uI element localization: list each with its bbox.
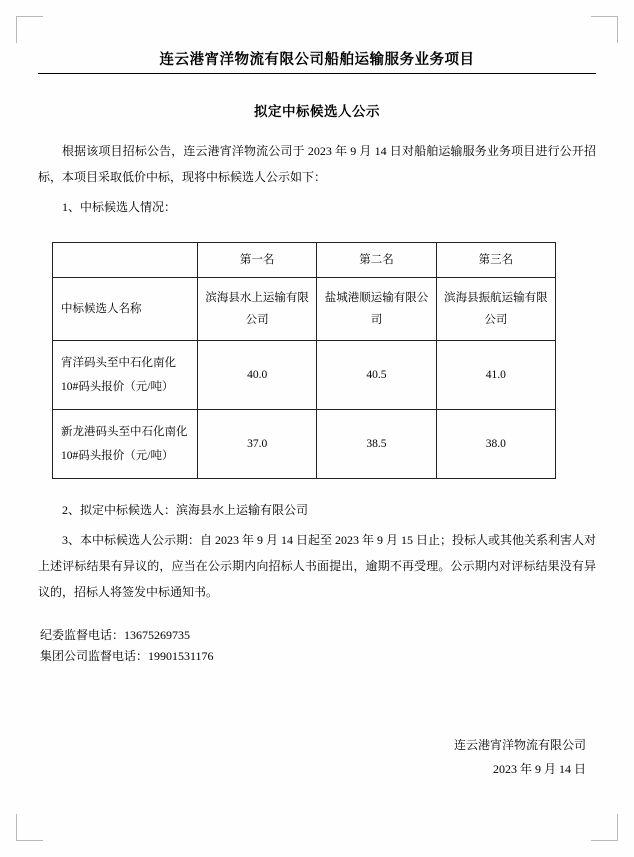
cell-candidate-name-rank3: 滨海县振航运输有限公司 <box>436 278 555 341</box>
list-item-selected-candidate: 2、拟定中标候选人：滨海县水上运输有限公司 <box>62 503 309 517</box>
document-subtitle: 拟定中标候选人公示 <box>254 104 380 119</box>
row-label-route2-price: 新龙港码头至中石化南化 10#码头报价（元/吨） <box>53 410 198 479</box>
crop-mark-top-left <box>16 16 43 43</box>
candidates-table <box>52 242 556 479</box>
crop-mark-bottom-right <box>591 814 618 841</box>
cell-candidate-name-rank2: 盐城港顺运输有限公司 <box>317 278 436 341</box>
row-label-route1-price: 宵洋码头至中石化南化 10#码头报价（元/吨） <box>53 341 198 410</box>
crop-mark-bottom-left <box>16 814 43 841</box>
cell-route1-price-rank2: 40.5 <box>317 341 436 410</box>
table-header-cell-rank3: 第三名 <box>436 243 555 278</box>
signature-date: 2023 年 9 月 14 日 <box>492 762 586 776</box>
cell-candidate-name-rank1: 滨海县水上运输有限公司 <box>198 278 317 341</box>
table-header-cell-rank1: 第一名 <box>198 243 317 278</box>
signer-name: 连云港宵洋物流有限公司 <box>453 738 586 752</box>
cell-route2-price-rank2: 38.5 <box>317 410 436 479</box>
notes-section <box>38 497 596 605</box>
paragraph-intro: 根据该项目招标公告，连云港宵洋物流公司于 2023 年 9 月 14 日对船舶运输服务业务项目进行公开招标，本项目采取低价中标，现将中标候选人公示如下： <box>38 144 596 184</box>
table-row <box>53 278 556 341</box>
contact-group-phone: 集团公司监督电话：19901531176 <box>40 649 214 663</box>
table-row <box>53 341 556 410</box>
cell-route1-price-rank3: 41.0 <box>436 341 555 410</box>
table-header-cell-rank2: 第二名 <box>317 243 436 278</box>
contact-discipline-phone: 纪委监督电话：13675269735 <box>40 628 191 642</box>
row-label-candidate-name: 中标候选人名称 <box>53 278 198 341</box>
table-header-row <box>53 243 556 278</box>
signature-block <box>38 733 596 781</box>
list-item-publicity-period: 3、本中标候选人公示期：自 2023 年 9 月 14 日起至 2023 年 9 月 15 日止；投标人或其他关系利害人对上述评标结果有异议的，应当在公示期内向招标人书面提出，逾期不再受理。公示期内对评标结果没有异议的，招标人将签发中标通知书。 <box>38 533 597 599</box>
cell-route1-price-rank1: 40.0 <box>198 341 317 410</box>
crop-mark-top-right <box>591 16 618 43</box>
document-body <box>38 40 596 781</box>
table-header-cell-label <box>53 243 198 278</box>
document-title: 连云港宵洋物流有限公司船舶运输服务业务项目 <box>38 40 596 74</box>
table-row <box>53 410 556 479</box>
cell-route2-price-rank1: 37.0 <box>198 410 317 479</box>
cell-route2-price-rank3: 38.0 <box>436 410 555 479</box>
list-item-candidates-heading: 1、中标候选人情况： <box>62 200 177 214</box>
